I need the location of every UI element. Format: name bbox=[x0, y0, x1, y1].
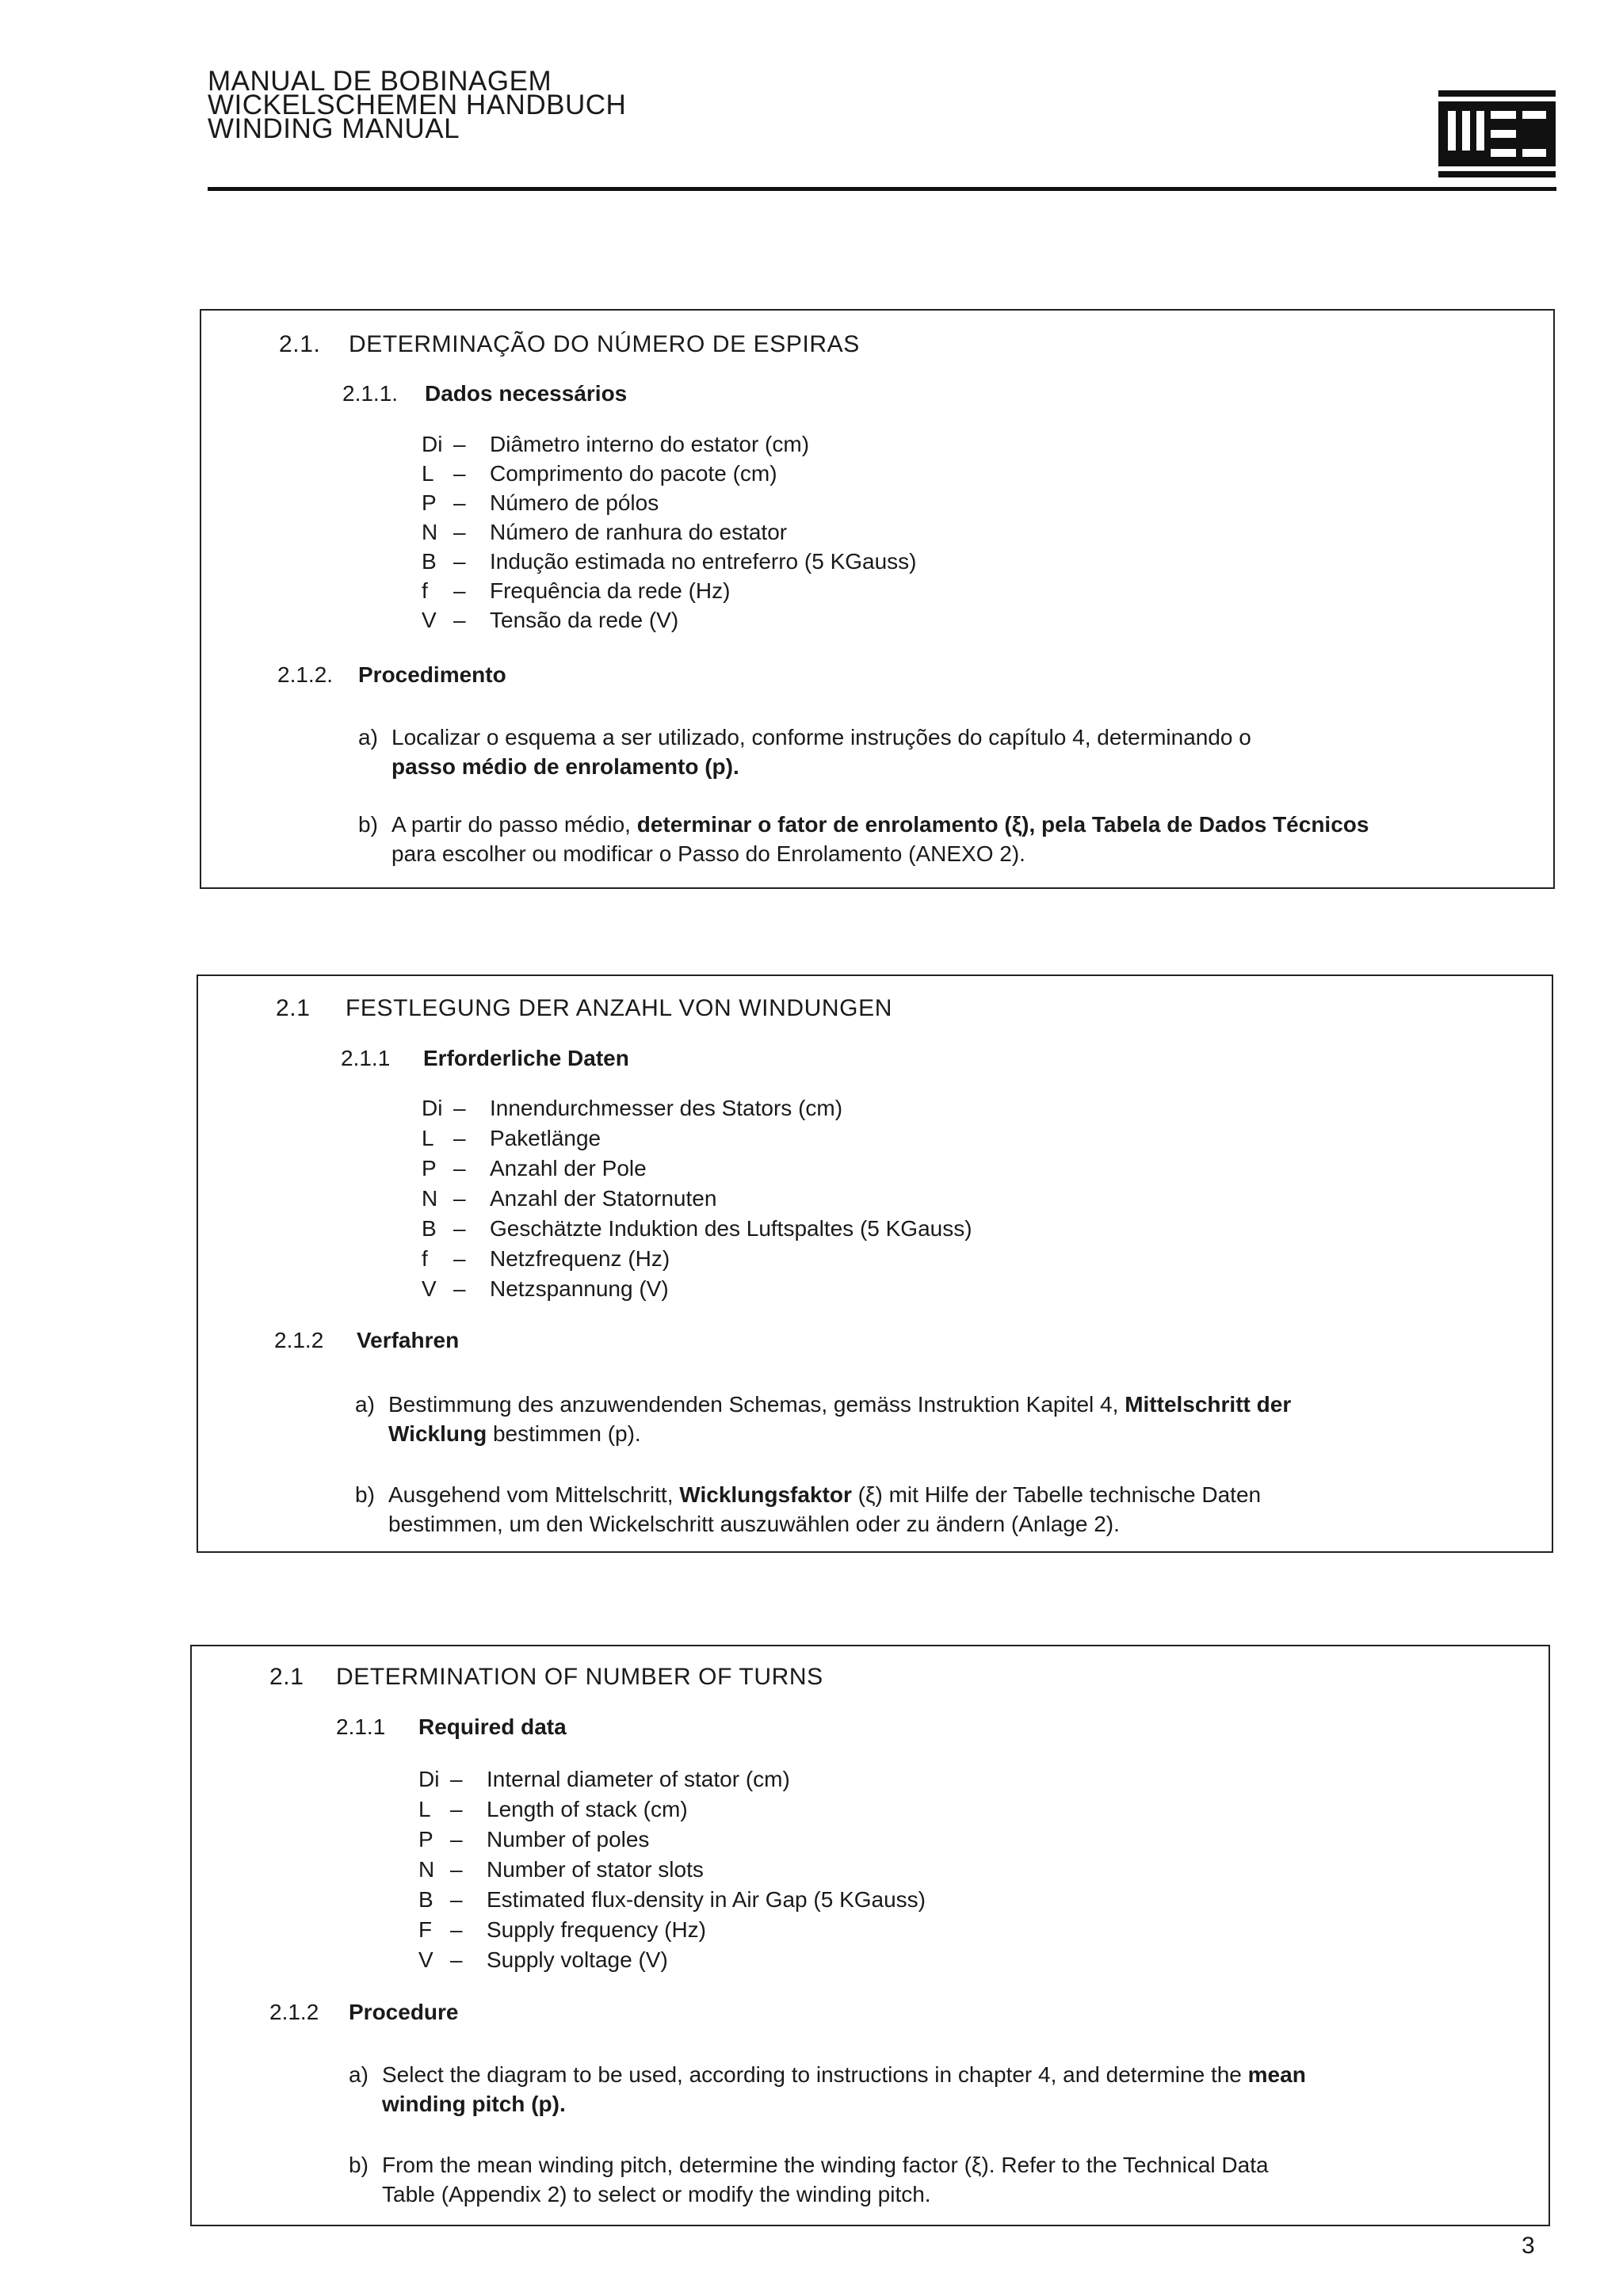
description: Frequência da rede (Hz) bbox=[490, 578, 731, 603]
section-number: 2.1 bbox=[269, 1664, 304, 1690]
step-bold-text-cont: Wicklung bbox=[388, 1421, 487, 1446]
procedure-heading: Procedure bbox=[349, 2000, 459, 2024]
step-marker: a) bbox=[355, 1392, 375, 1417]
dash: – bbox=[450, 1887, 463, 1912]
section-box-pt bbox=[200, 309, 1555, 889]
symbol: B bbox=[418, 1887, 433, 1912]
dash: – bbox=[450, 1947, 463, 1972]
symbol: N bbox=[422, 1186, 438, 1211]
description: Geschätzte Induktion des Luftspaltes (5 KGauss) bbox=[490, 1216, 972, 1241]
step-text: A partir do passo médio, bbox=[391, 812, 637, 837]
dash: – bbox=[453, 578, 466, 603]
dash: – bbox=[453, 549, 466, 574]
subsection-number: 2.1.1 bbox=[341, 1046, 391, 1070]
dash: – bbox=[450, 1827, 463, 1852]
symbol: V bbox=[422, 1276, 437, 1301]
step-text: Bestimmung des anzuwendenden Schemas, gemäss Instruktion Kapitel 4, bbox=[388, 1392, 1125, 1417]
step-marker: b) bbox=[355, 1482, 375, 1507]
step-bold-text: Mittelschritt der bbox=[1125, 1392, 1292, 1417]
symbol: L bbox=[422, 1126, 434, 1150]
symbol: P bbox=[422, 1156, 437, 1180]
symbol: P bbox=[418, 1827, 433, 1852]
step-bold-text: mean bbox=[1247, 2062, 1306, 2087]
procedure-number: 2.1.2 bbox=[269, 2000, 319, 2024]
symbol: V bbox=[422, 608, 437, 632]
step-bold-text-cont: winding pitch (p). bbox=[382, 2092, 566, 2116]
step-text-cont: Table (Appendix 2) to select or modify the winding pitch. bbox=[382, 2182, 931, 2206]
description: Estimated flux-density in Air Gap (5 KGauss) bbox=[487, 1887, 926, 1912]
symbol: B bbox=[422, 549, 437, 574]
dash: – bbox=[453, 432, 466, 456]
procedure-heading: Procedimento bbox=[358, 662, 506, 687]
header-title-pt: MANUAL DE BOBINAGEM bbox=[208, 66, 552, 97]
weg-logo bbox=[1438, 90, 1556, 177]
dash: – bbox=[453, 1126, 466, 1150]
step-a-pt bbox=[358, 723, 1420, 781]
dash: – bbox=[453, 1186, 466, 1211]
symbol: V bbox=[418, 1947, 433, 1972]
dash: – bbox=[453, 1096, 466, 1120]
section-heading: DETERMINAÇÃO DO NÚMERO DE ESPIRAS bbox=[349, 331, 860, 357]
dash: – bbox=[453, 1246, 466, 1271]
section-box-en bbox=[190, 1645, 1550, 2226]
step-text: Select the diagram to be used, according to instructions in chapter 4, and determine the bbox=[382, 2062, 1248, 2087]
dash: – bbox=[450, 1857, 463, 1882]
procedure-number: 2.1.2. bbox=[277, 662, 334, 687]
description: Number of stator slots bbox=[487, 1857, 704, 1882]
symbol: Di bbox=[418, 1767, 440, 1791]
document-header bbox=[208, 66, 627, 144]
step-text-cont: para escolher ou modificar o Passo do Enrolamento (ANEXO 2). bbox=[391, 841, 1025, 866]
description: Tensão da rede (V) bbox=[490, 608, 679, 632]
step-b-de bbox=[355, 1480, 1480, 1539]
section-heading: DETERMINATION OF NUMBER OF TURNS bbox=[336, 1664, 823, 1690]
step-text-cont: bestimmen (p). bbox=[487, 1421, 641, 1446]
description: Internal diameter of stator (cm) bbox=[487, 1767, 790, 1791]
step-b-pt bbox=[358, 810, 1468, 868]
page-number: 3 bbox=[1522, 2233, 1535, 2259]
description: Anzahl der Statornuten bbox=[490, 1186, 717, 1211]
symbol: Di bbox=[422, 1096, 443, 1120]
description: Paketlänge bbox=[490, 1126, 601, 1150]
description: Comprimento do pacote (cm) bbox=[490, 461, 777, 486]
step-marker: a) bbox=[349, 2062, 369, 2087]
dash: – bbox=[450, 1917, 463, 1942]
symbol: f bbox=[422, 1246, 428, 1271]
step-text: Localizar o esquema a ser utilizado, conforme instruções do capítulo 4, determinando o bbox=[391, 725, 1251, 749]
description: Indução estimada no entreferro (5 KGauss) bbox=[490, 549, 917, 574]
symbol: N bbox=[422, 520, 438, 544]
symbol: Di bbox=[422, 432, 443, 456]
dash: – bbox=[450, 1797, 463, 1821]
dash: – bbox=[453, 1276, 466, 1301]
description: Número de ranhura do estator bbox=[490, 520, 788, 544]
description: Supply frequency (Hz) bbox=[487, 1917, 707, 1942]
dash: – bbox=[453, 461, 466, 486]
procedure-heading: Verfahren bbox=[357, 1328, 460, 1352]
step-b-en bbox=[349, 2150, 1490, 2209]
step-marker: b) bbox=[349, 2153, 369, 2177]
section-box-de bbox=[197, 974, 1553, 1553]
dash: – bbox=[453, 608, 466, 632]
section-number: 2.1 bbox=[276, 995, 311, 1021]
step-text: Ausgehend vom Mittelschritt, bbox=[388, 1482, 680, 1507]
description: Netzfrequenz (Hz) bbox=[490, 1246, 670, 1271]
symbol: f bbox=[422, 578, 428, 603]
dash: – bbox=[453, 520, 466, 544]
subsection-number: 2.1.1 bbox=[336, 1714, 386, 1739]
header-title-en: WINDING MANUAL bbox=[208, 113, 460, 144]
step-bold-text: determinar o fator de enrolamento (ξ), pela Tabela de Dados Técnicos bbox=[636, 812, 1369, 837]
header-rule bbox=[208, 187, 1556, 191]
description: Innendurchmesser des Stators (cm) bbox=[490, 1096, 843, 1120]
step-bold-text: passo médio de enrolamento (p). bbox=[391, 754, 739, 779]
dash: – bbox=[453, 490, 466, 515]
description: Anzahl der Pole bbox=[490, 1156, 647, 1180]
subsection-number: 2.1.1. bbox=[342, 381, 399, 406]
description: Number of poles bbox=[487, 1827, 650, 1852]
description: Número de pólos bbox=[490, 490, 659, 515]
subsection-heading: Required data bbox=[418, 1714, 567, 1739]
step-a-en bbox=[349, 2060, 1490, 2119]
dash: – bbox=[453, 1156, 466, 1180]
subsection-heading: Dados necessários bbox=[425, 381, 628, 406]
step-text-mid: (ξ) mit Hilfe der Tabelle technische Daten bbox=[851, 1482, 1262, 1507]
header-title-de: WICKELSCHEMEN HANDBUCH bbox=[208, 90, 627, 120]
step-marker: a) bbox=[358, 725, 378, 749]
description: Length of stack (cm) bbox=[487, 1797, 688, 1821]
symbol: P bbox=[422, 490, 437, 515]
symbol: N bbox=[418, 1857, 435, 1882]
section-number: 2.1. bbox=[279, 331, 321, 357]
symbol: B bbox=[422, 1216, 437, 1241]
symbol: L bbox=[418, 1797, 431, 1821]
dash: – bbox=[453, 1216, 466, 1241]
step-bold-text: Wicklungsfaktor bbox=[679, 1482, 852, 1507]
step-text-cont: bestimmen, um den Wickelschritt auszuwählen oder zu ändern (Anlage 2). bbox=[388, 1512, 1120, 1536]
step-marker: b) bbox=[358, 812, 378, 837]
step-a-de bbox=[355, 1390, 1480, 1448]
description: Netzspannung (V) bbox=[490, 1276, 669, 1301]
symbol: F bbox=[418, 1917, 433, 1942]
subsection-heading: Erforderliche Daten bbox=[423, 1046, 629, 1070]
description: Supply voltage (V) bbox=[487, 1947, 668, 1972]
symbol: L bbox=[422, 461, 434, 486]
description: Diâmetro interno do estator (cm) bbox=[490, 432, 810, 456]
section-heading: FESTLEGUNG DER ANZAHL VON WINDUNGEN bbox=[346, 995, 892, 1021]
dash: – bbox=[450, 1767, 463, 1791]
procedure-number: 2.1.2 bbox=[274, 1328, 324, 1352]
step-text: From the mean winding pitch, determine the winding factor (ξ). Refer to the Technical Data bbox=[382, 2153, 1269, 2177]
